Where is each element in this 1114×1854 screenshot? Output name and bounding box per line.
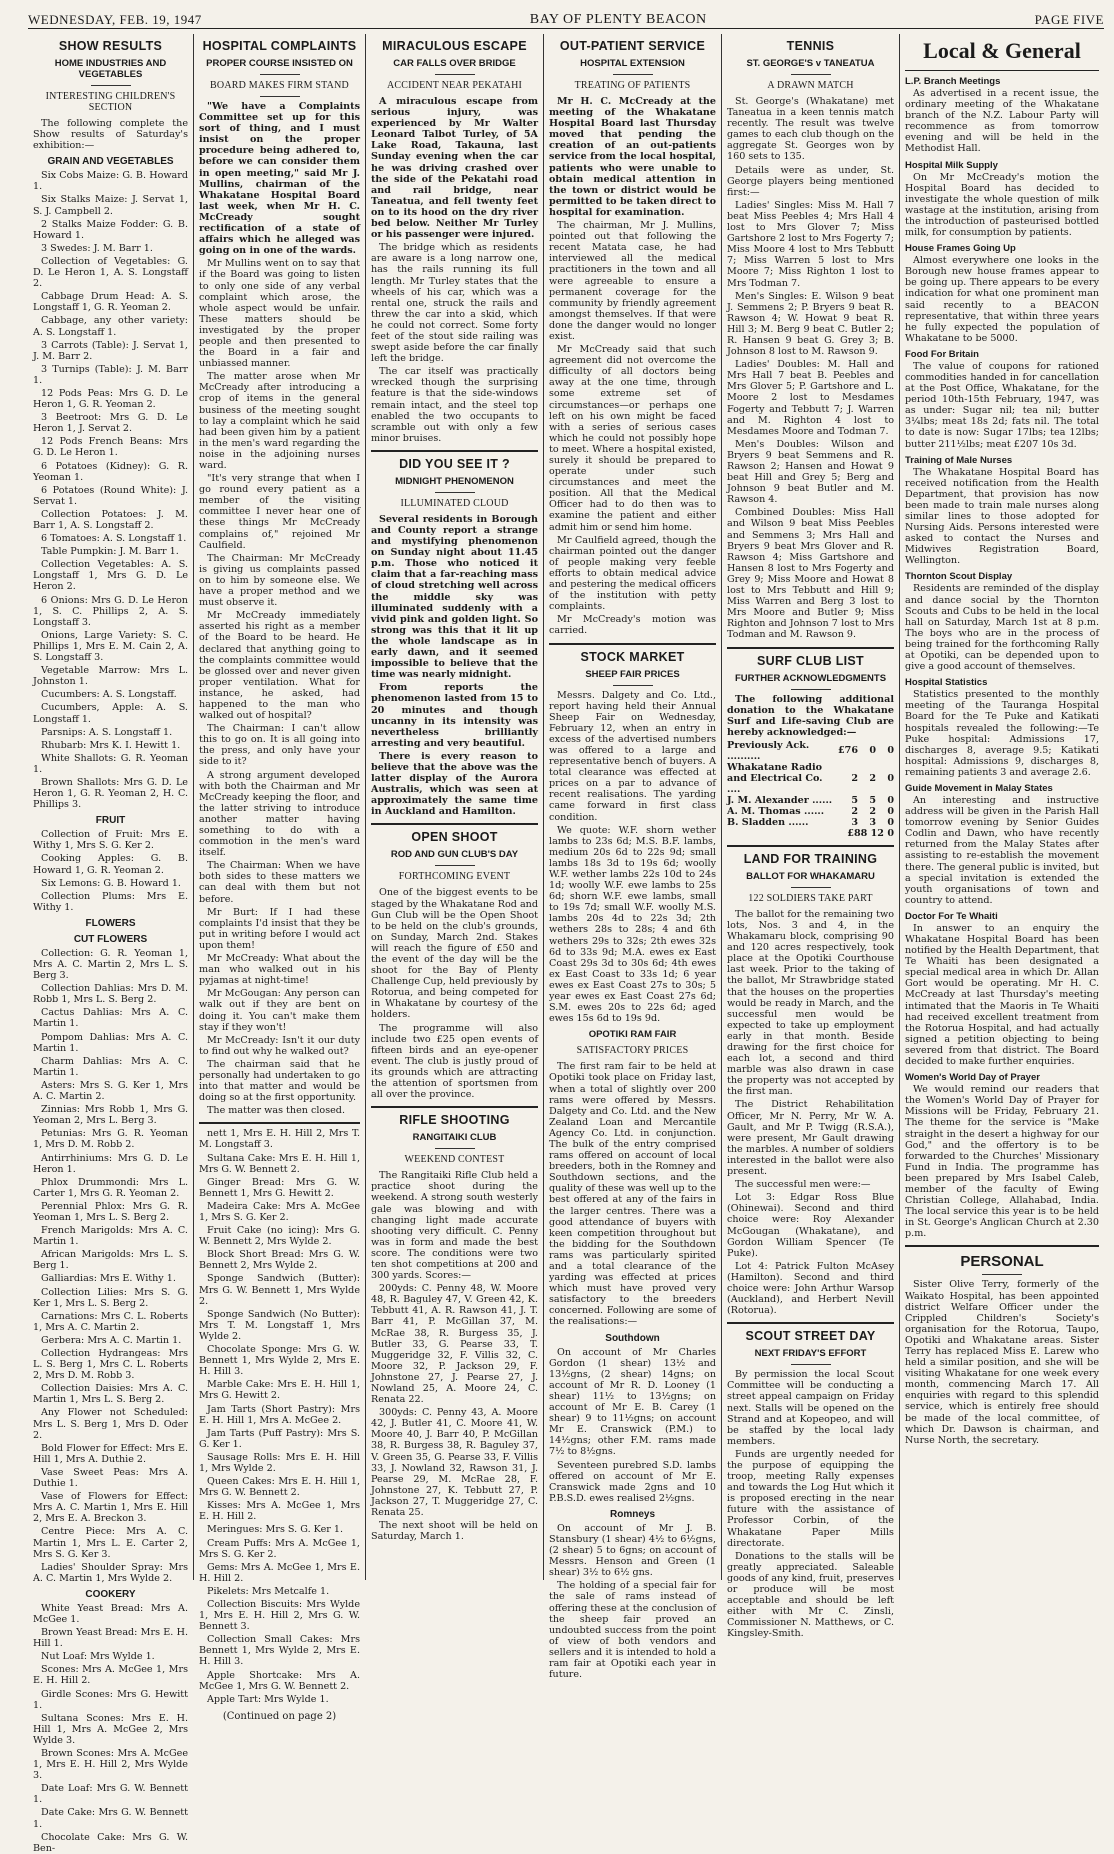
article-body — [371, 682, 538, 817]
paragraph: Cabbage, any other variety: A. S. Longstaff 1. — [33, 315, 188, 338]
paragraph: Six Cobs Maize: G. B. Howard 1. — [33, 170, 188, 193]
donor-name: B. Sladden ...... — [727, 816, 809, 828]
paragraph: The car itself was practically wrecked though the surprising feature is that the side-windows remain intact, and the steel top enabled the two occupants to scramble out with only a few minor bruises. — [371, 366, 538, 444]
paragraph: Mr McCready's motion was carried. — [549, 614, 716, 637]
article-body — [549, 220, 716, 636]
page-number: PAGE FIVE — [1034, 12, 1104, 27]
paragraph: Mr Mullins went on to say that if the Board was going to listen to only one side of any verbal complaint which arose, the whole aspect would be unfair. These matters should be investigated by the proper people and then presented to the Board in a fair and unbiassed manner. — [199, 258, 360, 370]
paragraph: The chairman said that he personally had undertaken to go into that matter and would be doing so at the first opportunity. — [199, 1058, 360, 1104]
paragraph: Messrs. Dalgety and Co. Ltd., report having held their Annual Sheep Fair on Wednesday, February 12, when an entry in excess of the advertised numbers was offered to a large and representative bench of buyers. A total clearance was effected at prices on a par to advance of recent realisations. The yarding came forward in first class condition. — [549, 689, 716, 823]
paragraph: Men's Doubles: Wilson and Bryers 9 beat Semmens and R. Rawson 2; Hansen and Howat 9 beat Hill and Grey 5; Berg and Johnson 9 beat Butler and M. Rawson 4. — [727, 438, 894, 506]
headline-stock-market: STOCK MARKET — [580, 649, 685, 664]
paragraph: The chairman, Mr J. Mullins, pointed out that following the recent Matata case, he had interviewed all the medical practitioners in the town and all were agreeable to ensure a permanent coverage for the community by friendly agreement amongst themselves. If that were done the danger would no longer exist. — [549, 220, 716, 342]
paragraph: Phlox Drummondi: Mrs L. Carter 1, Mrs G. R. Yeoman 2. — [33, 1176, 188, 1199]
columns — [28, 34, 1104, 1854]
subhead: FURTHER ACKNOWLEDGMENTS — [734, 672, 887, 684]
news-item-text: In answer to an enquiry the Whakatane Hospital Board has been notified by the Health Department, that Te Whaiti has been designated a special medical area in which Dr. Allan Gort would be operating. Mr H. C. McCready at last Thursday's meeting intimated that the Maoris in Te Whaiti had received excellent treatment from the Rotorua Hospital, and had actually signed a petition objecting to being severed from that district. The Board decided to make further enquiries. — [905, 922, 1099, 1068]
results-list — [33, 948, 188, 1584]
subhead: OPOTIKI RAM FAIR — [588, 1029, 677, 1041]
lead-paragraph: Several residents in Borough and County report a strange and mystifying phenomenon on Sunday night about 11.45 p.m. Those who noticed it claim that a far-reaching mass of cloud stretching well across the middle sky was illuminated suddenly with a vivid pink and golden light. So strong was this that it lit up the whole landscape as in early dawn, and it seemed impossible to believe that the time was nearly midnight. — [371, 513, 538, 681]
paragraph: The Chairman: I can't allow this to go on. It is all going into the press, and only have your side to it? — [199, 723, 360, 768]
donor-name: J. M. Alexander ...... — [727, 794, 833, 806]
paragraph: nett 1, Mrs E. H. Hill 2, Mrs T. M. Longstaff 3. — [199, 1128, 360, 1151]
amount-cell: 3 — [851, 816, 858, 828]
paragraph: Vase of Flowers for Effect: Mrs A. C. Martin 1, Mrs E. Hill 2, Mrs E. A. Breckon 3. — [33, 1491, 188, 1525]
continued-note: (Continued on page 2) — [222, 1710, 337, 1722]
subhead: NEXT FRIDAY'S EFFORT — [754, 1348, 867, 1360]
paragraph: 6 Onions: Mrs G. D. Le Heron 1, S. C. Phillips 2, A. S. Longstaff 3. — [33, 594, 188, 628]
paragraph: Zinnias: Mrs Robb 1, Mrs G. Yeoman 2, Mrs L. Berg 3. — [33, 1104, 188, 1127]
news-item-heading: Hospital Milk Supply — [905, 159, 998, 171]
subhead: ST. GEORGE'S v TANEATUA — [746, 58, 875, 69]
paragraph: Brown Scones: Mrs A. McGee 1, Mrs E. H. Hill 2, Mrs Wylde 3. — [33, 1748, 188, 1782]
paragraph: Bold Flower for Effect: Mrs E. Hill 1, Mrs A. Duthie 2. — [33, 1442, 188, 1465]
headline-tennis: TENNIS — [786, 39, 835, 53]
news-items — [905, 76, 1099, 1239]
paragraph: Sister Olive Terry, formerly of the Waikato Hospital, has been appointed district Welfare Officer under the Crippled Children's Society's organisation for the Rotorua, Taupo, Opotiki and Whakatane areas. Sister Terry has replaced Miss E. Larew who held a similar position, and she will be visiting Whakatane for one week every month, commencing March 17. All enquiries with regard to this splendid service, which is entirely free should be made of the local committee, of which Dr. Dawson is chairman, and Nurse North, the secretary. — [905, 1279, 1099, 1446]
amount-cell: 0 — [887, 816, 894, 828]
paragraph: Collection Lilies: Mrs S. G. Ker 1, Mrs L. S. Berg 2. — [33, 1286, 188, 1309]
paragraph: Antirrhiniums: Mrs G. D. Le Heron 1. — [33, 1152, 188, 1175]
results-list — [33, 829, 188, 913]
article-body — [371, 887, 538, 1100]
paragraph: Collection of Vegetables: G. D. Le Heron 1, A. S. Longstaff 2. — [33, 255, 188, 290]
amount-cell: 2 — [869, 805, 876, 817]
article-body — [727, 96, 894, 641]
section-heading: FRUIT — [95, 815, 126, 827]
news-item-heading: L.P. Branch Meetings — [905, 76, 1001, 87]
paragraph: Charm Dahlias: Mrs A. C. Martin 1. — [33, 1055, 188, 1078]
paragraph: The Rangitaiki Rifle Club held a practice shoot during the weekend. A strong south westerly gale was blowing and with changing light made accurate shooting very difficult. C. Penny was in form and made the best score. The conditions were two ten shot competitions at 200 and 300 yards. Scores:— — [371, 1170, 538, 1282]
subhead: FORTHCOMING EVENT — [398, 871, 511, 883]
paragraph: 12 Pods French Beans: Mrs G. D. Le Heron 1. — [33, 436, 188, 459]
paragraph: Mr McCready immediately asserted his right as a member of the Board to be heard. He declared that anything going to the complaints committee would be glossed over and never given proper ventilation. What for instance, he asked, had happened to the man who walked out of hospital? — [199, 610, 360, 722]
paper-name: BAY OF PLENTY BEACON — [529, 12, 707, 27]
section-heading: COOKERY — [85, 1588, 136, 1600]
article-body — [549, 1061, 716, 1327]
paragraph: Ladies' Doubles: M. Hall and Mrs Hall 7 beat B. Peebles and Mrs Glover 5; P. Gartshore and L. Moore 2 lost to Mesdames Fogerty and Tebbutt 7; J. Warren and M. Righton 4 lost to Mesdames Moore and Todman 7. — [727, 359, 894, 437]
amount-cell: 0 — [887, 794, 894, 806]
paragraph: Sausage Rolls: Mrs E. H. Hill 1, Mrs Wylde 2. — [199, 1451, 360, 1474]
paragraph: Marble Cake: Mrs E. H. Hill 1, Mrs G. Hewitt 2. — [199, 1379, 360, 1402]
paragraph: A strong argument developed with both the Chairman and Mr McCready keeping the floor, and the latter striving to introduce another matter having something to do with a commotion in the men's ward itself. — [199, 769, 360, 859]
paragraph: 3 Swedes: J. M. Barr 1. — [41, 242, 153, 254]
paragraph: By permission the local Scout Committee will be conducting a street appeal campaign on Friday next. Stalls will be opened on the Strand and at Kopeopeo, and will be staffed by the local lady members. — [727, 1369, 894, 1447]
table-row — [727, 806, 894, 817]
donor-name: A. M. Thomas ...... — [727, 805, 825, 817]
paragraph: Cooking Apples: G. B. Howard 1, G. R. Yeoman 2. — [33, 853, 188, 876]
column-show-results — [28, 34, 194, 1854]
paragraph: 6 Tomatoes: A. S. Longstaff 1. — [41, 533, 187, 545]
paragraph: Perennial Phlox: Mrs G. R. Yeoman 1, Mrs L. S. Berg 2. — [33, 1200, 188, 1223]
section-heading: Romneys — [609, 1508, 655, 1520]
lead-paragraph: A miraculous escape from serious injury, was experienced by Mr Walter Leonard Talbot Turley, of 5A Lake Road, Takauna, last Sunday evening when the car he was driving crashed over the side of the Pekatahi road and rail bridge, near Taneatua, and fell twenty feet on to its hood on the dry river bed below. Neither Mr Turley or his passenger were injured. — [371, 96, 538, 241]
news-item-text: Statistics presented to the monthly meeting of the Tauranga Hospital Board for the Te Puke and Katikati hospitals revealed the following:—Te Puke hospital: Admissions 17, discharges 8, average 9.5; Katikati hospital: Admissions 9, discharges 8, remaining patients 3 and average 2.6. — [905, 689, 1099, 778]
paragraph: Sponge Sandwich (Butter): Mrs G. W. Bennett 1, Mrs Wylde 2. — [199, 1273, 360, 1307]
news-item-text: Almost everywhere one looks in the Borough new house frames appear to be going up. There appears to be every indication for what one prominent man said recently to a BEACON representative, that within three years he fully expected the population of Whakatane to be 5000. — [905, 255, 1099, 344]
headline-out-patient-service: OUT-PATIENT SERVICE — [559, 39, 706, 53]
amount-cell: 3 — [869, 816, 876, 828]
news-item-heading: Training of Male Nurses — [905, 454, 1013, 466]
headline-personal: PERSONAL — [960, 1253, 1044, 1271]
subhead: SHEEP FAIR PRICES — [585, 668, 680, 680]
paragraph: The successful men were:— — [735, 1179, 871, 1191]
news-item-text: As advertised in a recent issue, the ordinary meeting of the Whakatane branch of the N.Z. Labour Party will recommence as from tomorrow evening and will be held in the Methodist Hall. — [905, 88, 1099, 155]
lead-paragraph: The following additional donation to the Whakatane Surf and Life-saving Club are hereby acknowledged:— — [727, 693, 894, 738]
amount-cell: 0 — [887, 745, 894, 757]
column-miraculous-escape — [366, 34, 544, 1580]
paragraph: Vase Sweet Peas: Mrs A. Duthie 1. — [33, 1466, 188, 1490]
paragraph: Gems: Mrs A. McGee 1, Mrs E. H. Hill 2. — [199, 1561, 360, 1584]
paragraph: 300yds: C. Penny 43, A. Moore 42, J. Butler 41, C. Moore 41, W. Moore 40, J. Barr 40, P. McGillan 38, R. Burgess 38, R. Baguley 37, V. Green 35, G. Pearse 33, F. Villis 33, J. Nowland 32, Rawson 31, J. Pearse 29, M. McRae 28, F. Johnstone 27, K. Tebbutt 27, P. Jackson 27, T. Muggeridge 27, C. Renata 25. — [371, 1407, 538, 1519]
amount-cell: 0 — [869, 745, 876, 757]
article-body — [199, 258, 360, 1116]
subhead: MIDNIGHT PHENOMENON — [395, 475, 514, 487]
news-item-heading: Doctor For Te Whaiti — [905, 910, 998, 922]
acknowledgments-total: £88 12 0 — [847, 827, 894, 839]
paragraph: 12 Pods Peas: Mrs G. D. Le Heron 1, G. R. Yeoman 2. — [33, 387, 188, 411]
paragraph: Sultana Scones: Mrs E. H. Hill 1, Mrs A. McGee 2, Mrs Wylde 3. — [33, 1712, 188, 1746]
paragraph: Vegetable Marrow: Mrs L. Johnston 1. — [33, 665, 188, 688]
amount-cell: 5 — [851, 794, 858, 806]
paragraph: Carnations: Mrs C. L. Roberts 1, Mrs A. C. Martin 2. — [33, 1310, 188, 1333]
paragraph: Asters: Mrs S. G. Ker 1, Mrs A. C. Martin 2. — [33, 1079, 188, 1103]
results-list — [33, 170, 188, 810]
table-row — [727, 795, 894, 806]
subhead: CAR FALLS OVER BRIDGE — [393, 58, 516, 69]
paragraph: Lot 3: Edgar Ross Blue (Ohinewai). Second and third choice were: Roy Alexander McGougan (Whakatane), and Gordon William Spencer (Te Puke). — [727, 1192, 894, 1259]
paragraph: Collection Vegetables: A. S. Longstaff 1, Mrs G. D. Le Heron 2. — [33, 559, 188, 593]
paragraph: Mr McCready said that such agreement did not overcome the difficulty of all doctors being away at the one time, through some extreme set of circumstances—or perhaps one left on his own might be faced with a series of serious cases which he could not possibly hope to meet. Where a hospital existed, surely it should be prepared to operate under such circumstances and meet the position. All that the Medical Officer had to do then was to examine the patient and either admit him or send him home. — [549, 344, 716, 533]
paragraph: 2 Stalks Maize Fodder: G. B. Howard 1. — [33, 218, 188, 241]
amount-cell: 2 — [869, 772, 876, 784]
paragraph: Details were as under, St. George players being mentioned first:— — [727, 164, 894, 198]
paragraph: Mr McCready: What about the man who walked out in his pyjamas at night-time! — [199, 953, 360, 987]
amount-cell: 0 — [887, 772, 894, 784]
paragraph: We quote: W.F. shorn wether lambs to 23s 6d; M.S. B.F. lambs, medium 20s 6d to 22s 9d; small lambs 18s 3d to 19s 6d; woolly W.F. wether lambs 22s 10d to 24s 1d; woolly W.F. ewe lambs to 25s 6d; shorn W.F. ewe lambs, small to 19s 7d; small W.F. woolly M.S. lambs 20s 4d to 22s 3d; 2th wethers 28s to 28s; 4 and 6th wethers 29s to 32s; 2th ewes 32s 6d to 33s 9d; M.A. ewes ex East Coast 29s 3d to 30s 6d; 4th ewes ex East Coast to 33s 1d; 6 year ewes ex East Coast 27s to 30s; 5 year ewes ex East Coast 27s 6d; S.M. ewes 20s to 22s 6d; aged ewes 15s 6d to 19s 9d. — [549, 824, 716, 1025]
paragraph: The matter arose when Mr McCready after introducing a crop of items in the general business of the meeting sought to lay a complaint which he said had been given him by a patient in the men's ward regarding the noise in the adjoining nurses ward. — [199, 371, 360, 471]
article-body — [371, 1170, 538, 1542]
paragraph: 6 Potatoes (Round White): J. Servat 1. — [33, 484, 188, 507]
paragraph: Jam Tarts (Short Pastry): Mrs E. H. Hill 1, Mrs A. McGee 2. — [199, 1403, 360, 1426]
amount-cell: 0 — [887, 805, 894, 817]
section-heading: FLOWERS — [85, 917, 136, 929]
section-heading: Southdown — [605, 1332, 660, 1344]
paragraph: The ballot for the remaining two lots, Nos. 3 and 4, in the Whakamaru block, comprising 90 and 120 acres respectively, took place at the Opotiki Courthouse last week. Prior to the taking of the ballot, Mr Strawbridge stated that the houses on the properties would be ready in March, and the successful men would be expected to take up employment early in that month. Beside drawing for the first choice for each lot, a second and third marble was also drawn in case the property was not accepted by the first man. — [727, 908, 894, 1098]
news-item-heading: House Frames Going Up — [905, 243, 1016, 255]
column-hospital-complaints — [194, 34, 366, 1722]
paragraph: Apple Shortcake: Mrs A. McGee 1, Mrs G. W. Bennett 2. — [199, 1669, 360, 1692]
paragraph: 3 Turnips (Table): J. M. Barr 1. — [33, 363, 188, 386]
column-out-patient-service — [544, 34, 722, 1681]
paragraph: The programme will also include two £25 open events of fifteen birds and an eye-opener event. The club is justly proud of its grounds which are attracting the attention of sportsmen from all over the province. — [371, 1022, 538, 1101]
paragraph: Collection Biscuits: Mrs Wylde 1, Mrs E. H. Hill 2, Mrs G. W. Bennett 3. — [199, 1599, 360, 1633]
donor-name: Whakatane Radio and Electrical Co. .... — [727, 761, 823, 795]
paragraph: Cucumbers, Apple: A. S. Longstaff 1. — [33, 702, 188, 725]
headline-rifle-shooting: RIFLE SHOOTING — [399, 1113, 510, 1128]
paragraph: Mr McCready: Isn't it our duty to find out why he walked out? — [199, 1034, 360, 1057]
paragraph: The bridge which as residents are aware is a long narrow one, has the rails running its full length. Mr Turley states that the wheels of his car, which was a rental one, struck the rails and threw the car into a skid, which he could not correct. Some forty feet of the stout side railing was swept aside before the car finally left the bridge. — [371, 242, 538, 365]
amount-cell: 5 — [869, 794, 876, 806]
paragraph: The following complete the Show results of Saturday's exhibition:— — [33, 118, 188, 152]
paragraph: Funds are urgently needed for the purpose of equipping the troop, meeting Rally expenses and towards the Log Hut which it is proposed erecting in the near future with the assistance of Professor Corbin, of the Whakatane Paper Mills directorate. — [727, 1448, 894, 1549]
amount-cell: 2 — [851, 772, 858, 784]
article-body — [727, 909, 894, 1316]
paragraph: Six Lemons: G. B. Howard 1. — [41, 877, 181, 889]
paragraph: There is every reason to believe that the above was the latter display of the Aurora Australis, which was seen at approximately the same time in Auckland and Hamilton. — [371, 750, 538, 818]
news-item-heading: Women's World Day of Prayer — [905, 1072, 1040, 1084]
paragraph: Six Stalks Maize: J. Servat 1, S. J. Campbell 2. — [33, 194, 188, 217]
subhead: BOARD MAKES FIRM STAND — [210, 80, 349, 91]
paragraph: Scones: Mrs A. McGee 1, Mrs E. H. Hill 2. — [33, 1664, 188, 1687]
paragraph: Block Short Bread: Mrs G. W. Bennett 2, Mrs Wylde 2. — [199, 1249, 360, 1272]
paragraph: 3 Beetroot: Mrs G. D. Le Heron 1, J. Servat 2. — [33, 412, 188, 435]
paragraph: Kisses: Mrs A. McGee 1, Mrs E. H. Hill 2. — [199, 1500, 360, 1523]
news-item-text: On Mr McCready's motion the Hospital Board has decided to investigate the whole question of milk wastage at the institution, arising from the introduction of pasteurised bottled milk, for consumption by patients. — [905, 171, 1099, 239]
donor-name: Previously Ack. .......... — [727, 739, 810, 762]
article-body — [549, 1523, 716, 1680]
subhead: A DRAWN MATCH — [767, 80, 854, 91]
headline-local-and-general: Local & General — [923, 38, 1081, 63]
paragraph: Mr Burt: If I had these complaints I'd insist that they be put in writing before I would act upon them! — [199, 906, 360, 951]
headline-open-shoot: OPEN SHOOT — [411, 830, 498, 845]
paragraph: Mr McGougan: Any person can walk out if they are bent on doing it. You can't make them stay if they won't! — [199, 988, 360, 1033]
paragraph: Gerbera: Mrs A. C. Martin 1. — [41, 1334, 182, 1346]
paragraph: Sultana Cake: Mrs E. H. Hill 1, Mrs G. W. Bennett 2. — [199, 1152, 360, 1175]
paragraph: Combined Doubles: Miss Hall and Wilson 9 beat Miss Peebles and Semmens 3; Mrs Hall and Bryers 9 beat Mrs Glover and R. Rawson 4; Miss Gartshore and Hansen 8 lost to Mrs Fogerty and Grey 9; Miss Moore and Howat 8 lost to Mrs Tebbutt and Hill 9; Miss Warren and Berg 3 lost to Mrs Moore and Butler 9; Miss Righton and Johnson 7 lost to Mrs Todman and M. Rawson 9. — [727, 507, 894, 641]
results-list — [33, 1603, 188, 1854]
news-item-heading: Thornton Scout Display — [905, 571, 1013, 583]
subhead: SATISFACTORY PRICES — [576, 1045, 689, 1057]
paragraph: Apple Tart: Mrs Wylde 1. — [207, 1693, 329, 1705]
paragraph: Collection: G. R. Yeoman 1, Mrs A. C. Martin 2, Mrs L. S. Berg 3. — [33, 947, 188, 982]
paragraph: Date Cake: Mrs G. W. Bennett 1. — [33, 1807, 188, 1830]
paragraph: The Chairman: Mr McCready is giving us complaints passed on to him by someone else. We have a proper method and we must observe it. — [199, 552, 360, 609]
paragraph: Brown Shallots: Mrs G. D. Le Heron 1, G. R. Yeoman 2, H. C. Phillips 3. — [33, 776, 188, 811]
section-heading: CUT FLOWERS — [73, 933, 148, 945]
paragraph: Ginger Bread: Mrs G. W. Bennett 1, Mrs G. Hewitt 2. — [199, 1176, 360, 1199]
paragraph: Any Flower not Scheduled: Mrs L. S. Berg 1, Mrs D. Oder 2. — [33, 1407, 188, 1441]
headline-scout-street-day: SCOUT STREET DAY — [745, 1329, 876, 1344]
subhead: TREATING OF PATIENTS — [574, 80, 691, 91]
paragraph: Pompom Dahlias: Mrs A. C. Martin 1. — [33, 1031, 188, 1054]
paragraph: Jam Tarts (Puff Pastry): Mrs S. G. Ker 1. — [199, 1427, 360, 1450]
paragraph: Collection Hydrangeas: Mrs L. S. Berg 1, Mrs C. L. Roberts 2, Mrs D. M. Robb 3. — [33, 1348, 188, 1382]
subhead: ROD AND GUN CLUB'S DAY — [390, 849, 519, 861]
paragraph: Ladies' Shoulder Spray: Mrs A. C. Martin 1, Mrs Wylde 2. — [33, 1561, 188, 1584]
paragraph: Ladies' Singles: Miss M. Hall 7 beat Miss Peebles 4; Mrs Hall 4 lost to Mrs Glover 7; Miss Gartshore 2 lost to Mrs Fogerty 7; Miss Moore 4 lost to Mrs Tebbutt 7; Miss Warren 5 lost to Mrs Moore 7; Miss Righton 1 lost to Mrs Todman 7. — [727, 199, 894, 289]
paragraph: "It's very strange that when I go round every patient as a member of the visiting committee I never hear one of these things Mr McCready complains of," rejoined Mr Caulfield. — [199, 473, 360, 551]
paragraph: Girdle Scones: Mrs G. Hewitt 1. — [33, 1688, 188, 1711]
table-row — [727, 740, 894, 762]
subhead: HOME INDUSTRIES AND VEGETABLES — [54, 58, 167, 80]
headline-miraculous-escape: MIRACULOUS ESCAPE — [382, 39, 527, 53]
table-row — [727, 817, 894, 828]
paragraph: The Chairman: When we have both sides to these matters we can deal with them but not before. — [199, 860, 360, 905]
acknowledgments-table — [727, 740, 894, 828]
article-body — [549, 690, 716, 1025]
news-item-heading: Guide Movement in Malay States — [905, 782, 1053, 794]
paragraph: One of the biggest events to be staged by the Whakatane Rod and Gun Club will be the Open Shoot to be held on the club's grounds, on Sunday, March 2nd. Stakes will reach the figure of £50 and the event of the day will be the shoot for the Bay of Plenty Challenge Cup, held previously by Rotorua, and being competed for in Whakatane by courtesy of the holders. — [371, 887, 538, 1021]
subhead: INTERESTING CHILDREN'S SECTION — [45, 91, 176, 113]
paragraph: Cream Puffs: Mrs A. McGee 1, Mrs S. G. Ker 2. — [199, 1537, 360, 1560]
paragraph: Seventeen purebred S.D. lambs offered on account of Mr E. Cranswick made 2gns and 10 P.B.S.D. ewes realised 2½gns. — [549, 1459, 716, 1504]
subhead: BALLOT FOR WHAKAMARU — [746, 870, 875, 882]
paragraph: Cabbage Drum Head: A. S. Longstaff 1, G. R. Yeoman 2. — [33, 291, 188, 314]
table-row — [727, 762, 894, 795]
paragraph: Table Pumpkin: J. M. Barr 1. — [41, 546, 179, 558]
paragraph: The matter was then closed. — [207, 1105, 345, 1117]
paragraph: The next shoot will be held on Saturday, March 1. — [371, 1520, 538, 1543]
paragraph: Collection Small Cakes: Mrs Bennett 1, Mrs Wylde 2, Mrs E. H. Hill 3. — [199, 1634, 360, 1668]
column-tennis — [722, 34, 900, 1640]
paragraph: Meringues: Mrs S. G. Ker 1. — [207, 1524, 344, 1536]
paragraph: Queen Cakes: Mrs E. H. Hill 1, Mrs G. W. Bennett 2. — [199, 1476, 360, 1499]
subhead: ACCIDENT NEAR PEKATAHI — [386, 80, 523, 91]
paragraph: African Marigolds: Mrs L. S. Berg 1. — [33, 1249, 188, 1272]
subhead: PROPER COURSE INSISTED ON — [206, 58, 353, 69]
headline-show-results: SHOW RESULTS — [58, 39, 163, 53]
headline-hospital-complaints: HOSPITAL COMPLAINTS — [202, 39, 357, 53]
paragraph: Collection Potatoes: J. M. Barr 1, A. S. Longstaff 2. — [33, 508, 188, 531]
paragraph: The District Rehabilitation Officer, Mr N. Perry, Mr W. A. Gault, and Mr P. Twigg (R.S.A.), were present, Mr Gault drawing the marbles. A number of soldiers interested in the ballot were also present. — [727, 1099, 894, 1178]
paragraph: Chocolate Cake: Mrs G. W. Ben- — [33, 1831, 188, 1854]
paragraph: On account of Mr J. B. Stansbury (1 shear) 4½ to 6½gns, (2 shear) 5 to 6gns; on account of Messrs. Henson and Green (1 shear) 3½ to 6½ gns. — [549, 1522, 716, 1579]
paragraph: 3 Carrots (Table): J. Servat 1, J. M. Barr 2. — [33, 339, 188, 362]
paragraph: Rhubarb: Mrs K. I. Hewitt 1. — [41, 739, 181, 751]
paragraph: Date Loaf: Mrs G. W. Bennett 1. — [33, 1783, 188, 1806]
paragraph: Collection Daisies: Mrs A. C. Martin 1, Mrs L. S. Berg 2. — [33, 1383, 188, 1406]
paragraph: Centre Piece: Mrs A. C. Martin 1, Mrs L. E. Carter 2, Mrs S. G. Ker 3. — [33, 1526, 188, 1560]
paragraph: Cactus Dahlias: Mrs A. C. Martin 1. — [33, 1007, 188, 1030]
paragraph: Onions, Large Variety: S. C. Phillips 1, Mrs E. M. Cain 2, A. S. Longstaff 3. — [33, 629, 188, 664]
paragraph: White Yeast Bread: Mrs A. McGee 1. — [33, 1602, 188, 1625]
headline-did-you-see-it: DID YOU SEE IT ? — [399, 456, 510, 471]
amount-cell: 2 — [851, 805, 858, 817]
news-item-text: The Whakatane Hospital Board has received notification from the Health Department, that provision has now been made to train male nurses along similar lines to those adopted for Nursing Aids. Persons interested were asked to contact the Nurses and Midwives Registration Board, Wellington. — [905, 466, 1099, 567]
paragraph: Mr Caulfield agreed, though the chairman pointed out the danger of people making very feeble efforts to obtain medical advice and pestering the medical officers of the institution with petty complaints. — [549, 534, 716, 613]
news-item-heading: Hospital Statistics — [905, 677, 988, 689]
paragraph: Collection Plums: Mrs E. Withy 1. — [33, 890, 188, 913]
paragraph: Fruit Cake (no icing): Mrs G. W. Bennett 2, Mrs Wylde 2. — [199, 1225, 360, 1248]
paragraph: Galliardias: Mrs E. Withy 1. — [41, 1273, 176, 1285]
paragraph: Donations to the stalls will be greatly appreciated. Saleable goods of any kind, fruit, preserves or produce will be most acceptable and should be left either with Mr C. Zinsli, Commissioner N. Matthews, or C. Kingsley-Smith. — [727, 1550, 894, 1640]
paragraph: Madeira Cake: Mrs A. McGee 1, Mrs S. G. Ker 2. — [199, 1200, 360, 1223]
article-body — [371, 242, 538, 444]
paragraph: French Marigolds: Mrs A. C. Martin 1. — [33, 1225, 188, 1248]
section-heading: GRAIN AND VEGETABLES — [47, 156, 174, 168]
subhead: ILLUMINATED CLOUD — [400, 497, 509, 509]
paragraph: The holding of a special fair for the sale of rams instead of offering these at the conclusion of the sheep fair proved an undoubted success from the point of view of both vendors and sellers and it is intended to hold a ram fair at Opotiki each year in future. — [549, 1580, 716, 1681]
paragraph: White Shallots: G. R. Yeoman 1. — [33, 752, 188, 775]
subhead: 122 SOLDIERS TAKE PART — [748, 892, 873, 904]
news-item-heading: Food For Britain — [905, 348, 979, 360]
paragraph: Lot 4: Patrick Fulton McAsey (Hamilton). Second and third choice were: John Arthur Warsop (Auckland), and Herbert Nevill (Rotorua). — [727, 1260, 894, 1317]
amount-cell: £76 — [837, 745, 858, 757]
subhead: WEEKEND CONTEST — [404, 1154, 505, 1166]
article-body — [727, 1369, 894, 1639]
paragraph: On account of Mr Charles Gordon (1 shear) 13½ and 13½gns, (2 shear) 14gns; on account of Mr R. D. Looney (1 shear) 11½ to 13½gns; on account of Mr E. B. Carey (1 shear) 9 to 11½gns; on account Mr E. Cranswick (P.M.) to 14½gns; other F.M. rams made 7½ to 8½gns. — [549, 1346, 716, 1458]
paragraph: From reports the phenomenon lasted from 15 to 20 minutes and though uncanny in its intensity was nevertheless brilliantly arresting and very beautiful. — [371, 682, 538, 749]
paragraph: St. George's (Whakatane) met Taneatua in a keen tennis match recently. The result was twelve games to each club though on the aggregate St. Georges won by 160 sets to 135. — [727, 96, 894, 163]
paragraph: Collection Dahlias: Mrs D. M. Robb 1, Mrs L. S. Berg 2. — [33, 983, 188, 1006]
paragraph: Cucumbers: A. S. Longstaff. — [41, 689, 177, 701]
lead-paragraph: Mr H. C. McCready at the meeting of the Whakatane Hospital Board last Thursday moved that pending the creation of an out-patients service from the local hospital, patients who were unable to obtain medical attention in the town or district would be permitted to be taken direct to hospital for examination. — [549, 96, 716, 218]
paragraph: Brown Yeast Bread: Mrs E. H. Hill 1. — [33, 1627, 188, 1650]
issue-date: WEDNESDAY, FEB. 19, 1947 — [28, 12, 202, 27]
paragraph: Collection of Fruit: Mrs E. Withy 1, Mrs S. G. Ker 2. — [33, 829, 188, 852]
paragraph: Sponge Sandwich (No Butter): Mrs T. M. Longstaff 1, Mrs Wylde 2. — [199, 1308, 360, 1342]
news-item-text: Residents are reminded of the display and dance social by the Thornton Scouts and Cubs to be held in the local hall on Saturday, March 1st at 8 p.m. The boys who are in the process of being trained for the forthcoming Rally at Opotiki, can be depended upon to give a good account of themselves. — [905, 583, 1099, 673]
paragraph: Men's Singles: E. Wilson 9 beat J. Semmens 2; P. Bryers 9 beat R. Rawson 4; W. Howat 9 beat R. Hill 3; M. Berg 9 beat C. Butler 2; R. Hansen 9 beat G. Grey 3; B. Johnson 8 lost to M. Rawson 9. — [727, 290, 894, 358]
subhead: HOSPITAL EXTENSION — [580, 58, 685, 69]
paragraph: Petunias: Mrs G. R. Yeoman 1, Mrs D. M. Robb 2. — [33, 1128, 188, 1151]
paragraph: 200yds: C. Penny 48, W. Moore 48, R. Baguley 47, V. Green 42, K. Tebbutt 41, A. R. Rawson 41, J. T. Barr 41, P. McGillan 37, M. McRae 38, R. Burgess 35, J. Butler 33, G. Pearse 33, T. Muggeridge 32, F. Villis 32, C. Moore 32, P. Jackson 29, F. Johnstone 27, J. Pearse 27, J. Nowland 25, A. Moore 24, C. Renata 22. — [371, 1283, 538, 1406]
lead-paragraph: "We have a Complaints Committee set up for this sort of thing, and I must insist on the proper procedure being adhered to, before we can consider them in open meeting," said Mr J. Mullins, chairman of the Whakatane Hospital Board last week, when Mr H. C. McCready sought rectification of a state of affairs which he alleged was going on in one of the wards. — [199, 101, 360, 257]
article-body — [549, 1347, 716, 1504]
subhead: RANGITAIKI CLUB — [412, 1132, 497, 1144]
paragraph: Pikelets: Mrs Metcalfe 1. — [207, 1585, 330, 1597]
news-item-text: The value of coupons for rationed commodities handed in for cancellation at the Post Office, Whakatane, for the period 10th-15th February, 1947, was as under: Sugar nil; tea nil; butter 3¼lbs; meat 18s 2d; fats nil. The total to date is now: Sugar 17lbs; tea 12lbs; butter 211½lbs; meat £207 10s 3d. — [905, 360, 1099, 450]
paragraph: Nut Loaf: Mrs Wylde 1. — [41, 1651, 155, 1663]
news-item-text: We would remind our readers that the Women's World Day of Prayer for Missions will be Friday, February 21. The theme for the service is "Make straight in the desert a highway for our God," and the offertory is to be forwarded to the Churches' Missionary Fund in India. The programme has been prepared by Mrs Isabel Caleb, member of the faculty of Ewing Christian College, Allahabad, India. The local service this year is to be held in St. George's Anglican Church at 2.30 p.m. — [905, 1084, 1099, 1240]
news-item-text: An interesting and instructive address will be given in the Parish Hall tomorrow evening by Senior Guides Codlin and Dawn, who have recently returned from the Malay States after assisting to re-establish the movement there. The general public is invited, but a special invitation is extended the youth organisations of town and country to attend. — [905, 794, 1099, 906]
headline-surf-club-list: SURF CLUB LIST — [757, 653, 864, 668]
results-list — [199, 1128, 360, 1705]
headline-land-for-training: LAND FOR TRAINING — [743, 851, 878, 866]
paragraph: 6 Potatoes (Kidney): G. R. Yeoman 1. — [33, 460, 188, 483]
column-local-and-general — [900, 34, 1104, 1580]
paragraph: Chocolate Sponge: Mrs G. W. Bennett 1, Mrs Wylde 2, Mrs E. H. Hill 3. — [199, 1344, 360, 1378]
paragraph: Parsnips: A. S. Longstaff 1. — [41, 726, 173, 738]
paragraph: The first ram fair to be held at Opotiki took place on Friday last, when a total of slightly over 200 rams were offered by Messrs. Dalgety and Co. Ltd. and the New Zealand Loan and Mercantile Agency Co. Ltd. in conjunction. The bulk of the entry comprised rams offered on account of local breeders, both in the Romney and Southdown sections, and the quality of these was well up to the best offered at any of the fairs in the larger centres. There was a good attendance of buyers with keen competition throughout but the bidding for the Southdown rams was particularly spirited and a total clearance of the yarding was effected at prices which must have proved very satisfactory to the breeders concerned. Following are some of the realisations:— — [549, 1061, 716, 1328]
masthead — [28, 6, 1104, 29]
